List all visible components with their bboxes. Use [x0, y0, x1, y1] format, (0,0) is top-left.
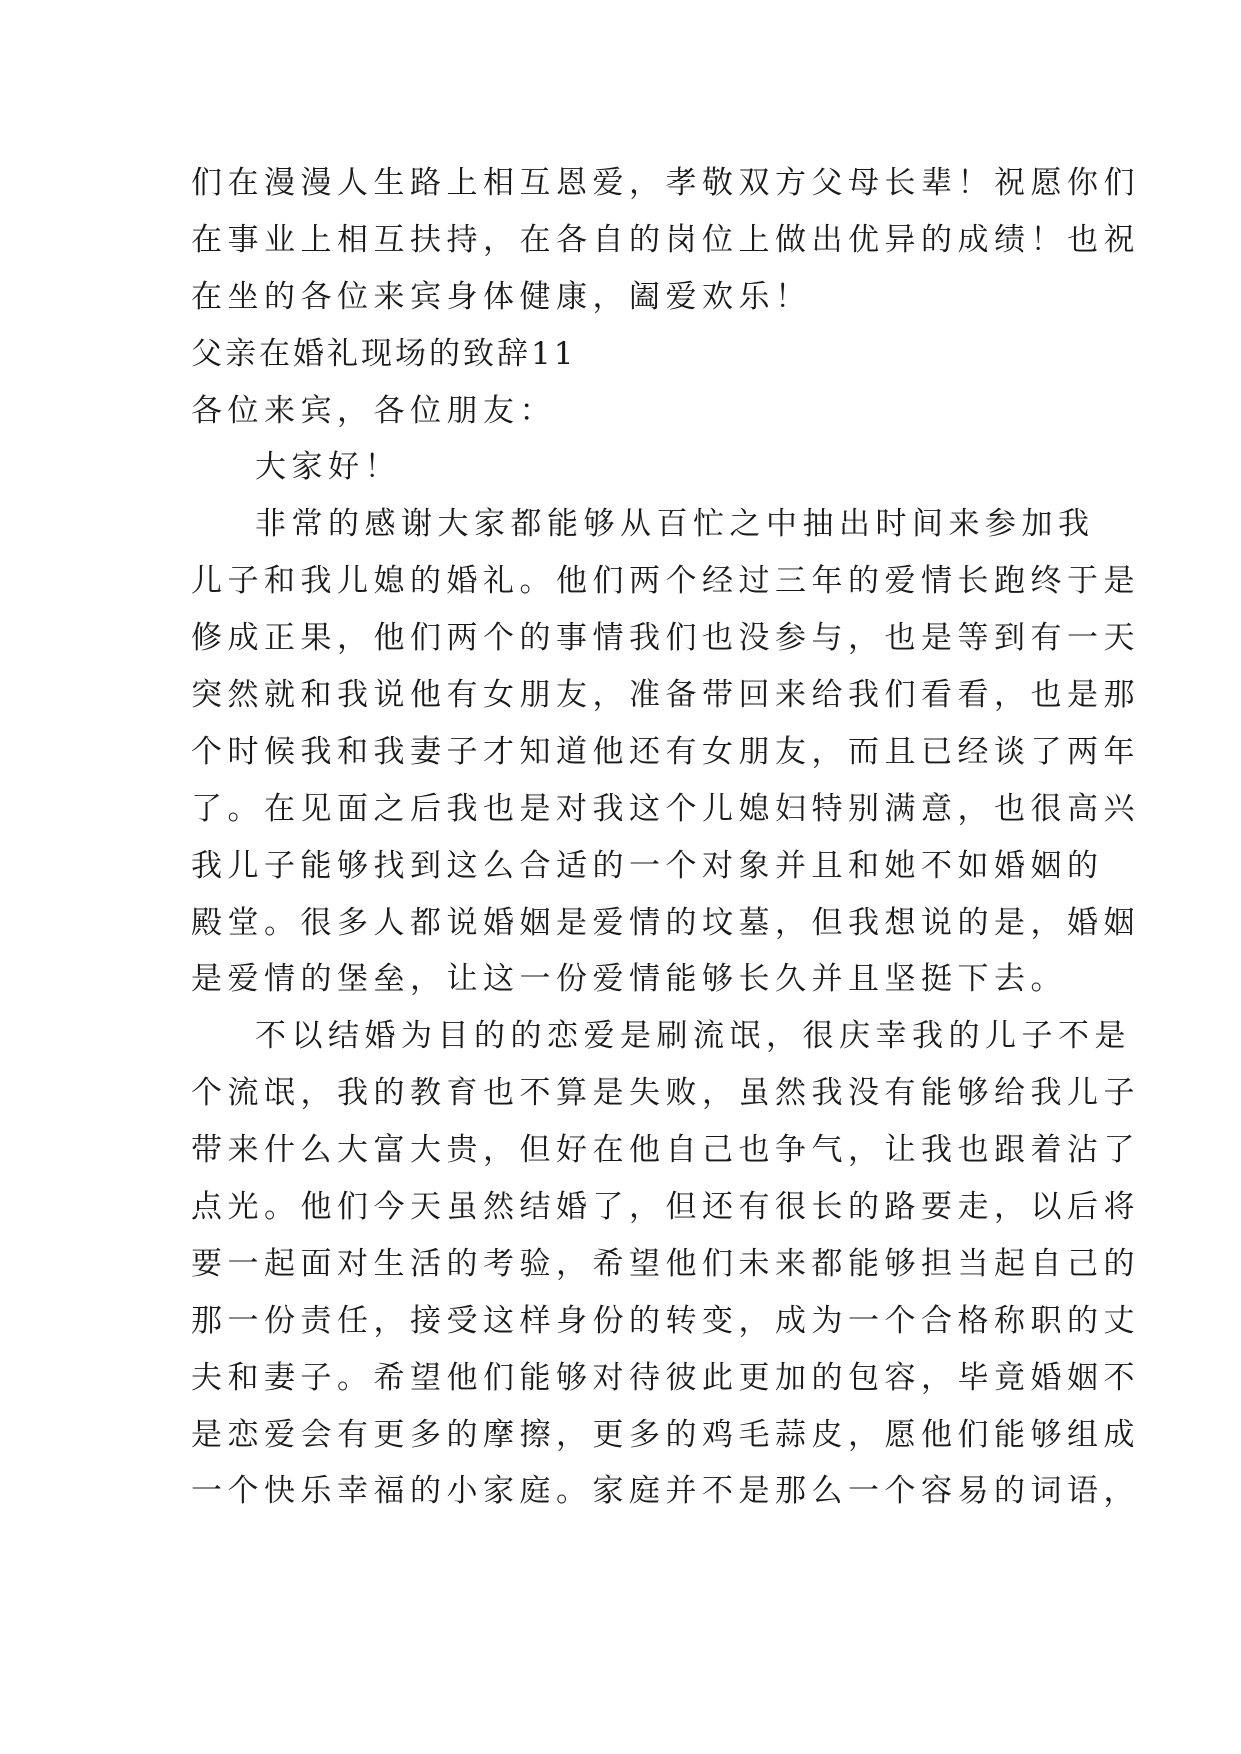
text-line: 非常的感谢大家都能够从百忙之中抽出时间来参加我 [255, 506, 1095, 543]
text-line: 殿堂。很多人都说婚姻是爱情的坟墓，但我想说的是，婚姻 [191, 904, 1140, 941]
text-line: 是恋爱会有更多的摩擦，更多的鸡毛蒜皮，愿他们能够组成 [191, 1416, 1140, 1453]
text-line: 我儿子能够找到这么合适的一个对象并且和她不如婚姻的 [191, 847, 1104, 884]
text-line: 儿子和我儿媳的婚礼。他们两个经过三年的爱情长跑终于是 [191, 563, 1140, 600]
text-line: 突然就和我说他有女朋友，准备带回来给我们看看，也是那 [191, 677, 1140, 714]
text-line: 那一份责任，接受这样身份的转变，成为一个合格称职的丈 [191, 1302, 1140, 1339]
text-line: 一个快乐幸福的小家庭。家庭并不是那么一个容易的词语， [191, 1473, 1140, 1510]
salutation: 各位来宾，各位朋友： [191, 392, 556, 429]
greeting: 大家好！ [255, 449, 401, 486]
text-line: 们在漫漫人生路上相互恩爱，孝敬双方父母长辈！祝愿你们 [191, 165, 1140, 201]
section-heading: 父亲在婚礼现场的致辞11 [191, 335, 577, 372]
text-line: 要一起面对生活的考验，希望他们未来都能够担当起自己的 [191, 1245, 1140, 1282]
text-line: 个流氓，我的教育也不算是失败，虽然我没有能够给我儿子 [191, 1075, 1140, 1112]
text-line: 了。在见面之后我也是对我这个儿媳妇特别满意，也很高兴 [191, 790, 1140, 827]
text-line: 个时候我和我妻子才知道他还有女朋友，而且已经谈了两年 [191, 733, 1140, 770]
text-line: 修成正果，他们两个的事情我们也没参与，也是等到有一天 [191, 620, 1140, 657]
text-line: 在坐的各位来宾身体健康，阖爱欢乐！ [191, 278, 812, 315]
text-line: 带来什么大富大贵，但好在他自己也争气，让我也跟着沾了 [191, 1132, 1140, 1169]
text-line: 不以结婚为目的的恋爱是刷流氓，很庆幸我的儿子不是 [255, 1018, 1131, 1055]
body-text [191, 155, 1140, 1520]
text-line: 是爱情的堡垒，让这一份爱情能够长久并且坚挺下去。 [191, 961, 1067, 998]
text-line: 夫和妻子。希望他们能够对待彼此更加的包容，毕竟婚姻不 [191, 1359, 1140, 1396]
text-line: 点光。他们今天虽然结婚了，但还有很长的路要走，以后将 [191, 1189, 1140, 1226]
text-line: 在事业上相互扶持，在各自的岗位上做出优异的成绩！也祝 [191, 221, 1140, 258]
